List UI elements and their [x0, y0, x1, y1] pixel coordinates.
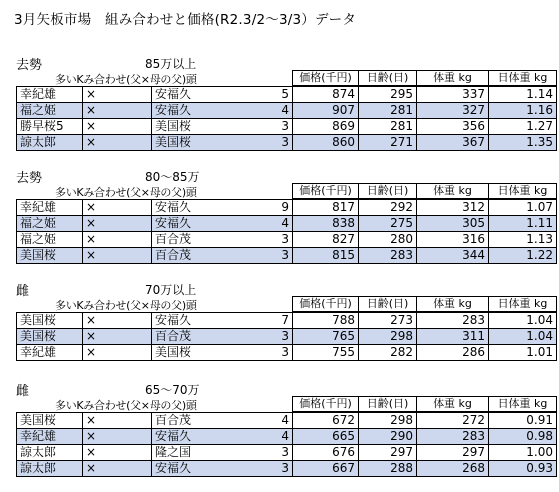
sire-cell: 福之姫	[17, 232, 83, 248]
combination-header: 多いKみ合わせ(父×母の父)頭	[55, 299, 197, 312]
header-age: 日齢(日)	[359, 297, 417, 312]
dam-sire-cell: 隆之国	[152, 445, 262, 461]
sire-cell: 美国桜	[17, 313, 83, 329]
column-header-row	[292, 296, 557, 312]
heads-cell: 7	[262, 313, 293, 329]
daily-gain-cell: 1.04	[489, 313, 557, 329]
age-cell: 271	[359, 135, 417, 151]
sire-cell: 諒太郎	[17, 135, 83, 151]
age-cell: 298	[359, 329, 417, 345]
weight-cell: 283	[417, 313, 489, 329]
cross-cell: ×	[83, 248, 152, 264]
dam-sire-cell: 安福久	[152, 216, 262, 232]
header-dg: 日体重 kg	[489, 71, 557, 86]
section-label: 雌	[16, 384, 30, 399]
data-table	[16, 412, 557, 477]
cross-cell: ×	[83, 135, 152, 151]
dam-sire-cell: 安福久	[152, 200, 262, 216]
cross-cell: ×	[83, 103, 152, 119]
header-price: 価格(千円)	[293, 71, 359, 86]
sire-cell: 幸紀雄	[17, 200, 83, 216]
price-cell: 817	[293, 200, 359, 216]
heads-cell: 4	[262, 216, 293, 232]
sire-cell: 福之姫	[17, 216, 83, 232]
age-cell: 273	[359, 313, 417, 329]
age-cell: 298	[359, 413, 417, 429]
age-cell: 292	[359, 200, 417, 216]
table-row	[17, 103, 557, 119]
price-cell: 672	[293, 413, 359, 429]
weight-cell: 344	[417, 248, 489, 264]
cross-cell: ×	[83, 329, 152, 345]
sire-cell: 諒太郎	[17, 461, 83, 477]
header-weight: 体重 kg	[417, 71, 489, 86]
header-price: 価格(千円)	[293, 397, 359, 412]
heads-cell: 5	[262, 87, 293, 103]
sire-cell: 諒太郎	[17, 445, 83, 461]
sire-cell: 美国桜	[17, 248, 83, 264]
heads-cell: 3	[262, 232, 293, 248]
cross-cell: ×	[83, 313, 152, 329]
cross-cell: ×	[83, 413, 152, 429]
heads-cell: 4	[262, 103, 293, 119]
dam-sire-cell: 美国桜	[152, 345, 262, 361]
header-weight: 体重 kg	[417, 184, 489, 199]
heads-cell: 9	[262, 200, 293, 216]
header-weight: 体重 kg	[417, 297, 489, 312]
price-cell: 755	[293, 345, 359, 361]
sire-cell: 幸紀雄	[17, 87, 83, 103]
price-cell: 827	[293, 232, 359, 248]
column-header-row	[292, 70, 557, 86]
dam-sire-cell: 安福久	[152, 313, 262, 329]
weight-cell: 312	[417, 200, 489, 216]
age-cell: 281	[359, 103, 417, 119]
column-header-row	[292, 183, 557, 199]
daily-gain-cell: 1.35	[489, 135, 557, 151]
cross-cell: ×	[83, 445, 152, 461]
cross-cell: ×	[83, 232, 152, 248]
table-row	[17, 200, 557, 216]
combination-header: 多いKみ合わせ(父×母の父)頭	[55, 186, 197, 199]
daily-gain-cell: 1.11	[489, 216, 557, 232]
table-row	[17, 429, 557, 445]
sire-cell: 美国桜	[17, 329, 83, 345]
daily-gain-cell: 0.91	[489, 413, 557, 429]
price-cell: 667	[293, 461, 359, 477]
section-range: 80～85万	[145, 170, 200, 184]
age-cell: 283	[359, 248, 417, 264]
table-row	[17, 135, 557, 151]
table-row	[17, 232, 557, 248]
section-label: 去勢	[16, 58, 43, 73]
sire-cell: 幸紀雄	[17, 429, 83, 445]
table-row	[17, 87, 557, 103]
column-header-row	[292, 396, 557, 412]
heads-cell: 4	[262, 429, 293, 445]
dam-sire-cell: 百合茂	[152, 413, 262, 429]
sire-cell: 勝早桜5	[17, 119, 83, 135]
price-cell: 838	[293, 216, 359, 232]
section-label: 去勢	[16, 171, 43, 186]
weight-cell: 316	[417, 232, 489, 248]
daily-gain-cell: 1.04	[489, 329, 557, 345]
weight-cell: 286	[417, 345, 489, 361]
daily-gain-cell: 1.27	[489, 119, 557, 135]
price-cell: 815	[293, 248, 359, 264]
daily-gain-cell: 0.98	[489, 429, 557, 445]
sire-cell: 美国桜	[17, 413, 83, 429]
dam-sire-cell: 美国桜	[152, 135, 262, 151]
weight-cell: 268	[417, 461, 489, 477]
table-row	[17, 413, 557, 429]
page-title: 3月矢板市場 組み合わせと価格(R2.3/2～3/3）データ	[14, 12, 357, 28]
price-cell: 665	[293, 429, 359, 445]
price-cell: 788	[293, 313, 359, 329]
header-age: 日齢(日)	[359, 184, 417, 199]
price-cell: 860	[293, 135, 359, 151]
header-price: 価格(千円)	[293, 184, 359, 199]
daily-gain-cell: 1.01	[489, 345, 557, 361]
price-cell: 676	[293, 445, 359, 461]
daily-gain-cell: 1.22	[489, 248, 557, 264]
header-age: 日齢(日)	[359, 71, 417, 86]
weight-cell: 356	[417, 119, 489, 135]
weight-cell: 337	[417, 87, 489, 103]
cross-cell: ×	[83, 345, 152, 361]
table-row	[17, 313, 557, 329]
sire-cell: 福之姫	[17, 103, 83, 119]
header-price: 価格(千円)	[293, 297, 359, 312]
section-range: 65～70万	[145, 383, 200, 397]
cross-cell: ×	[83, 119, 152, 135]
cross-cell: ×	[83, 216, 152, 232]
cross-cell: ×	[83, 429, 152, 445]
table-row	[17, 345, 557, 361]
price-cell: 907	[293, 103, 359, 119]
table-row	[17, 461, 557, 477]
header-dg: 日体重 kg	[489, 397, 557, 412]
dam-sire-cell: 百合茂	[152, 248, 262, 264]
data-table	[16, 199, 557, 264]
cross-cell: ×	[83, 461, 152, 477]
heads-cell: 3	[262, 329, 293, 345]
heads-cell: 3	[262, 461, 293, 477]
table-row	[17, 216, 557, 232]
price-cell: 869	[293, 119, 359, 135]
age-cell: 297	[359, 445, 417, 461]
age-cell: 288	[359, 461, 417, 477]
age-cell: 290	[359, 429, 417, 445]
age-cell: 280	[359, 232, 417, 248]
dam-sire-cell: 百合茂	[152, 232, 262, 248]
heads-cell: 3	[262, 445, 293, 461]
weight-cell: 327	[417, 103, 489, 119]
cross-cell: ×	[83, 87, 152, 103]
sire-cell: 幸紀雄	[17, 345, 83, 361]
daily-gain-cell: 1.07	[489, 200, 557, 216]
weight-cell: 297	[417, 445, 489, 461]
combination-header: 多いKみ合わせ(父×母の父)頭	[55, 73, 197, 86]
dam-sire-cell: 安福久	[152, 429, 262, 445]
age-cell: 282	[359, 345, 417, 361]
section-range: 85万以上	[145, 57, 197, 71]
cross-cell: ×	[83, 200, 152, 216]
dam-sire-cell: 安福久	[152, 87, 262, 103]
weight-cell: 305	[417, 216, 489, 232]
section-range: 70万以上	[145, 283, 197, 297]
age-cell: 275	[359, 216, 417, 232]
table-row	[17, 445, 557, 461]
combination-header: 多いKみ合わせ(父×母の父)頭	[55, 399, 197, 412]
daily-gain-cell: 1.14	[489, 87, 557, 103]
weight-cell: 311	[417, 329, 489, 345]
daily-gain-cell: 1.00	[489, 445, 557, 461]
table-row	[17, 119, 557, 135]
weight-cell: 283	[417, 429, 489, 445]
price-cell: 765	[293, 329, 359, 345]
header-dg: 日体重 kg	[489, 297, 557, 312]
data-table	[16, 312, 557, 361]
section-label: 雌	[16, 284, 30, 299]
heads-cell: 3	[262, 345, 293, 361]
dam-sire-cell: 美国桜	[152, 119, 262, 135]
dam-sire-cell: 安福久	[152, 103, 262, 119]
dam-sire-cell: 安福久	[152, 461, 262, 477]
header-age: 日齢(日)	[359, 397, 417, 412]
dam-sire-cell: 百合茂	[152, 329, 262, 345]
daily-gain-cell: 0.93	[489, 461, 557, 477]
heads-cell: 3	[262, 119, 293, 135]
heads-cell: 3	[262, 135, 293, 151]
weight-cell: 367	[417, 135, 489, 151]
age-cell: 281	[359, 119, 417, 135]
price-cell: 874	[293, 87, 359, 103]
table-row	[17, 329, 557, 345]
data-table	[16, 86, 557, 151]
weight-cell: 272	[417, 413, 489, 429]
header-dg: 日体重 kg	[489, 184, 557, 199]
heads-cell: 3	[262, 248, 293, 264]
daily-gain-cell: 1.16	[489, 103, 557, 119]
table-row	[17, 248, 557, 264]
daily-gain-cell: 1.13	[489, 232, 557, 248]
heads-cell: 4	[262, 413, 293, 429]
age-cell: 295	[359, 87, 417, 103]
header-weight: 体重 kg	[417, 397, 489, 412]
